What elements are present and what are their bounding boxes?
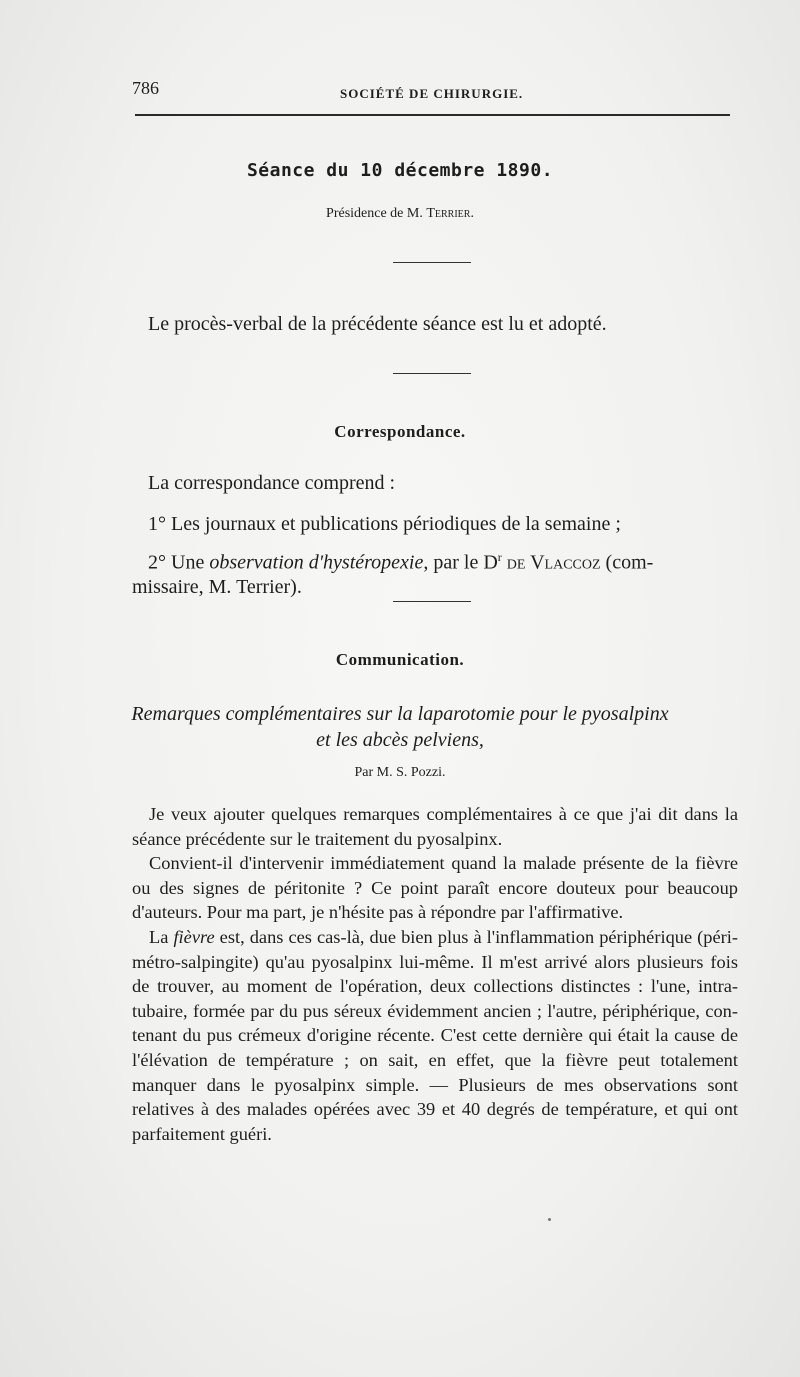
correspondance-heading: Correspondance.: [334, 422, 466, 441]
minutes-statement: Le procès-verbal de la précédente séance est lu et adopté.: [148, 313, 607, 335]
paragraph-3: [132, 925, 738, 1146]
paragraph-1: Je veux ajouter quelques remarques complémentaires à ce que j'ai dit dans la séance précédente sur le traitement du pyosalpinx.: [132, 804, 738, 849]
paragraph-3-italic: fièvre: [173, 926, 215, 947]
presidence-line: [0, 206, 800, 222]
page-number: 786: [132, 78, 159, 98]
presidence-name: Terrier.: [426, 206, 474, 221]
item2-sup: r: [497, 550, 502, 564]
item2-text-b: , par le D: [423, 551, 498, 574]
communication-title-line-2: et les abcès pelviens,: [316, 729, 484, 751]
communication-body: [132, 802, 738, 1146]
communication-author: Par M. S. Pozzi.: [354, 765, 446, 780]
ink-speck: [548, 1218, 551, 1221]
presidence-prefix: Présidence de M.: [326, 206, 427, 221]
divider-3: [393, 601, 471, 602]
header-rule: [135, 114, 730, 116]
correspondance-intro: La correspondance comprend :: [148, 472, 396, 494]
correspondance-item-1: 1° Les journaux et publications périodiques de la semaine ;: [148, 513, 621, 535]
paragraph-3-rest: est, dans ces cas-là, due bien plus à l'inflammation périphérique (péri-métro-salpingite) qu'au pyosalpinx lui-même. Il m'est arrivé alors plusieurs fois de trouver, au moment de l'opération, deux collections distinctes : l'une, intra-tubaire, formée par du pus séreux évidemment ancien ; l'autre, périphérique, contenant du pus crémeux d'origine récente. C'est cette dernière qui était la cause de l'élévation de température ; on sait, en effet, que la fièvre peut totalement manquer dans le pyosalpinx simple. — Plusieurs de mes observations sont relatives à des malades opérées avec 39 et 40 degrés de température, et qui ont parfaitement guéri.: [132, 926, 738, 1144]
item2-text-a: 2° Une: [148, 551, 210, 574]
paragraph-3-start: La: [149, 926, 174, 947]
divider-1: [393, 262, 471, 263]
correspondance-item-2-cont: missaire, M. Terrier).: [132, 576, 302, 598]
paragraph-2: Convient-il d'intervenir immédiatement quand la malade présente de la fièvre ou des signes de péritonite ? Ce point paraît encore douteux pour beaucoup d'auteurs. Pour ma part, je n'hésite pas à répondre par l'affirmative.: [132, 853, 738, 923]
item2-text-d: (com-: [600, 551, 654, 574]
item2-name: de Vlaccoz: [501, 551, 601, 574]
session-title: Séance du 10 décembre 1890.: [246, 160, 554, 181]
communication-title-line-1: Remarques complémentaires sur la laparotomie pour le pyosalpinx: [131, 703, 669, 725]
communication-heading: Communication.: [335, 650, 465, 669]
divider-2: [393, 373, 471, 374]
item2-italic: observation d'hystéropexie: [209, 551, 424, 574]
running-title: SOCIÉTÉ DE CHIRURGIE.: [340, 86, 524, 101]
